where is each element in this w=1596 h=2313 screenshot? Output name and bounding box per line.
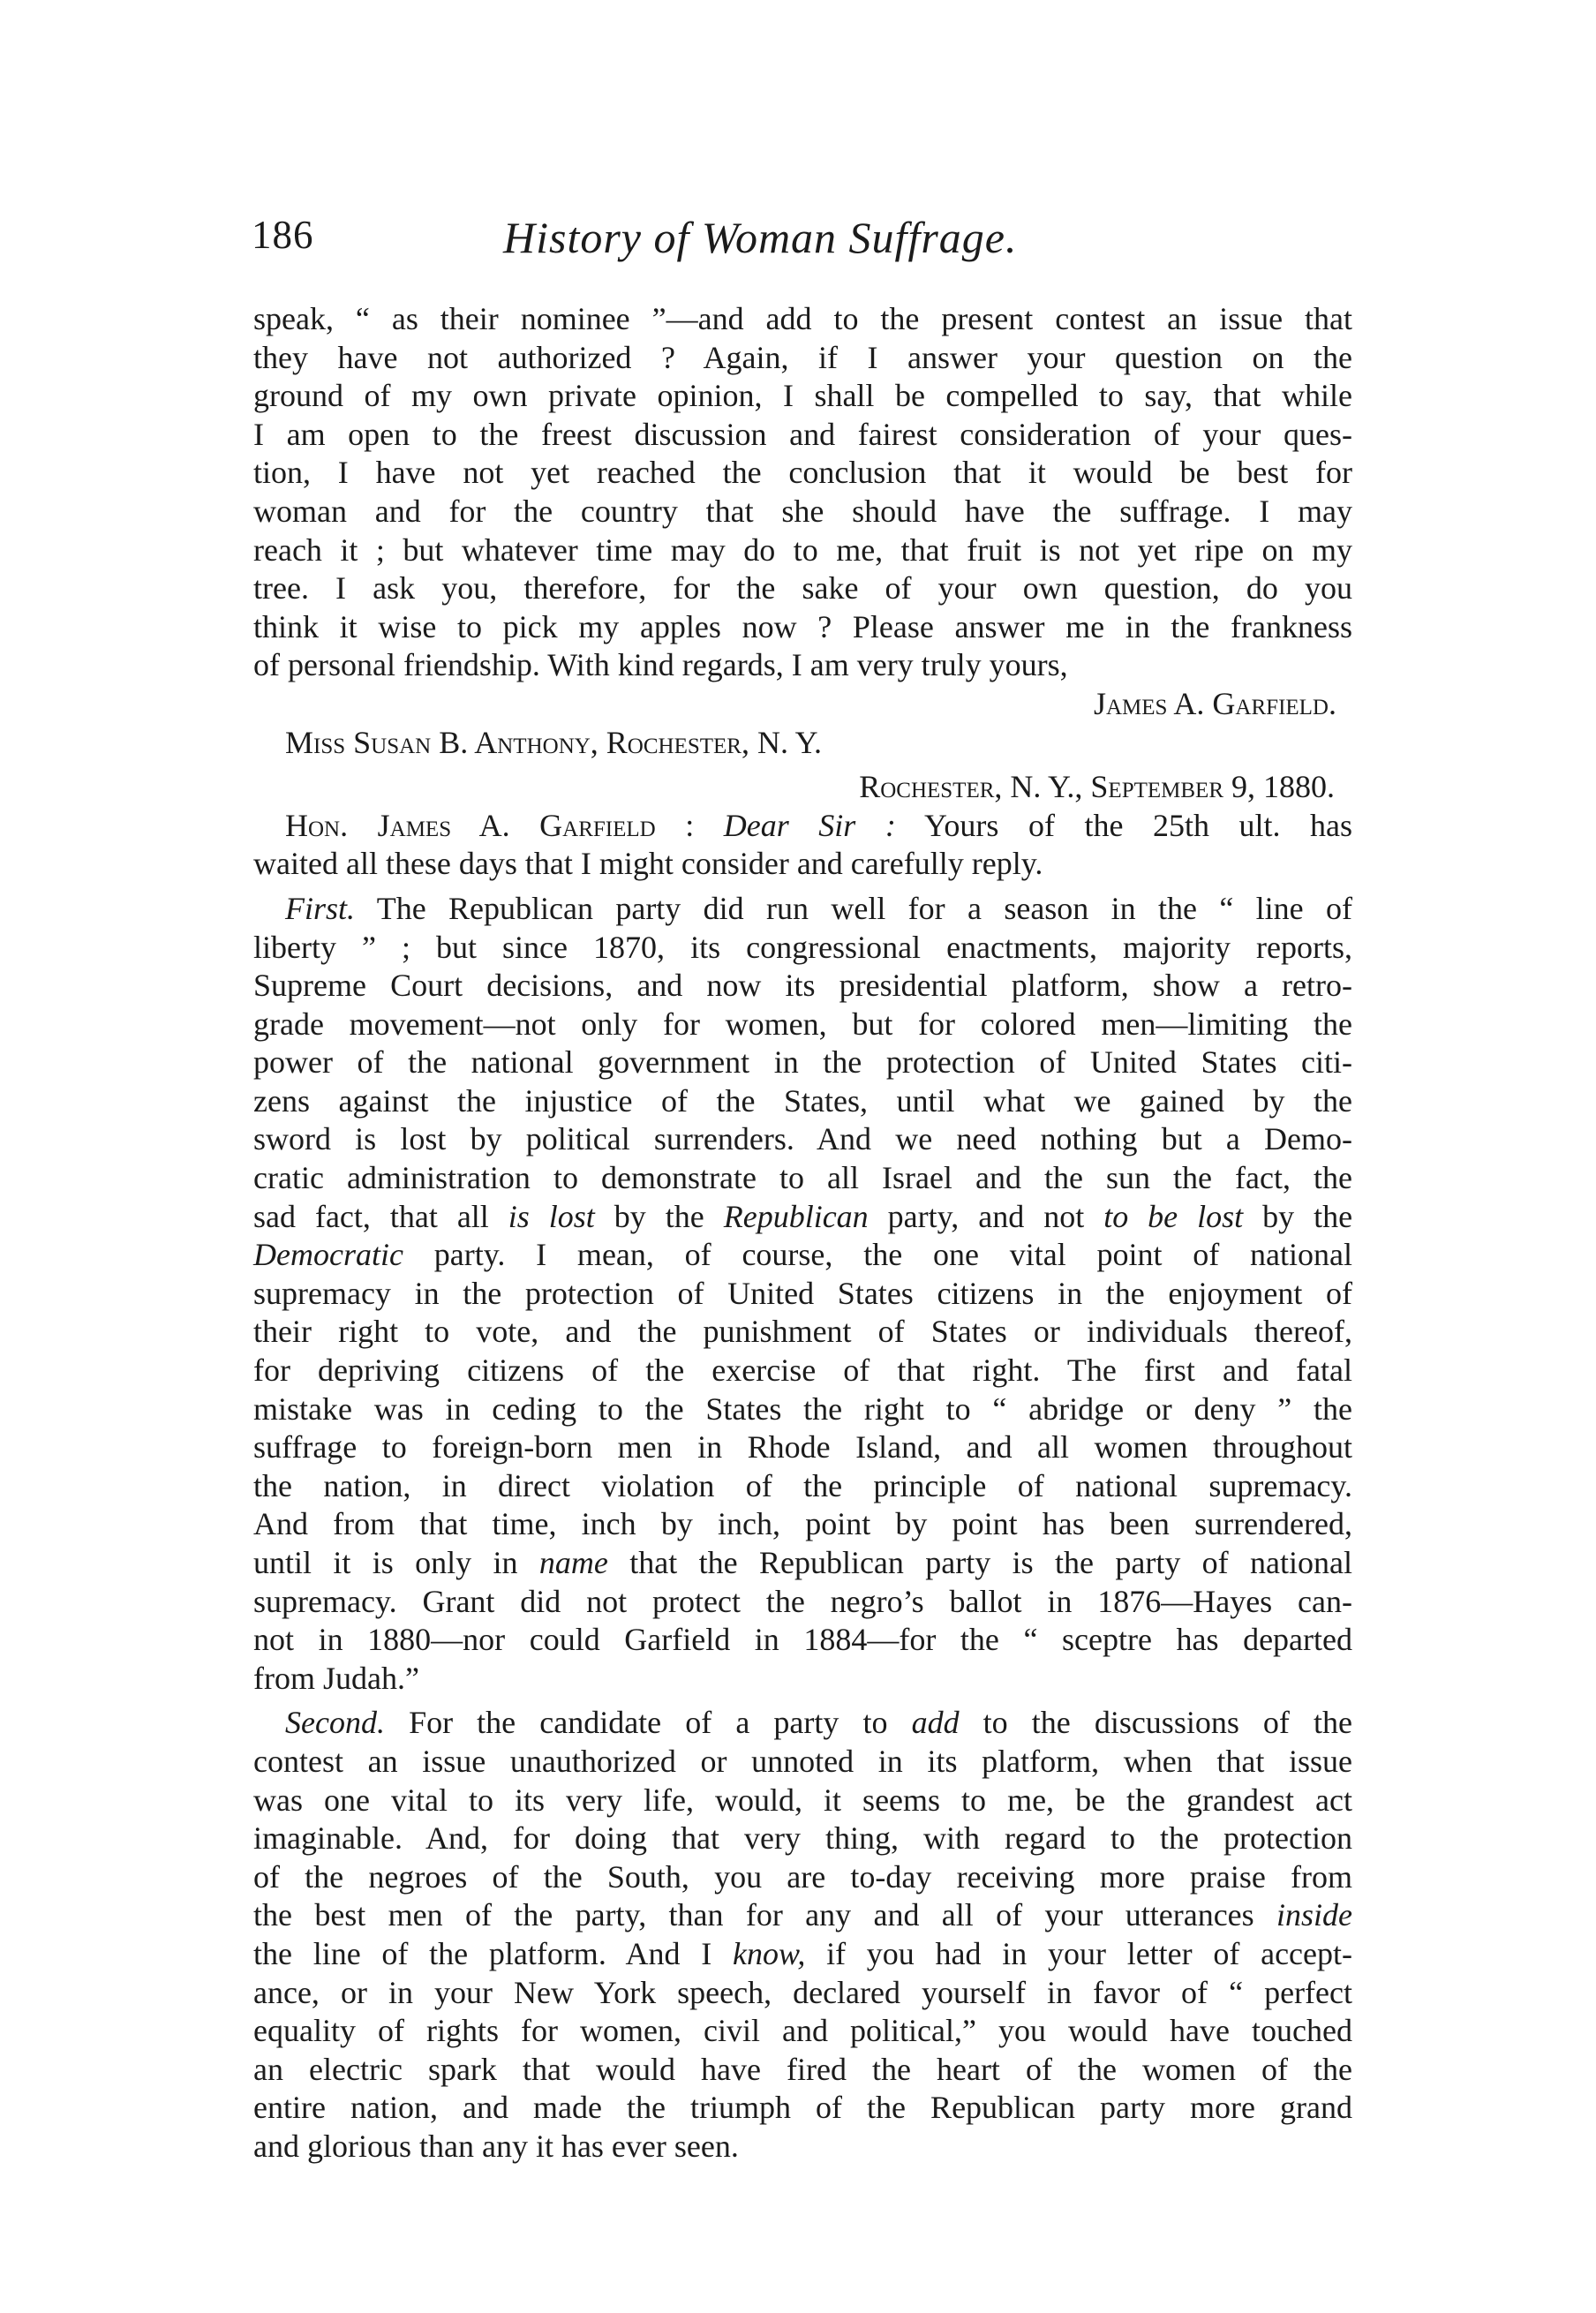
text-line: Supreme Court decisions, and now its presidential platform, show a retro-: [253, 968, 1352, 1004]
text-line: was one vital to its very life, would, it seems to me, be the grandest act: [253, 1782, 1352, 1818]
text-line: ground of my own private opinion, I shall be compelled to say, that while: [253, 378, 1352, 414]
text-line: power of the national government in the protection of United States citi-: [253, 1044, 1352, 1081]
signature-garfield: James A. Garfield.: [1093, 685, 1336, 721]
italic-fragment: Republican: [723, 1198, 869, 1234]
text-line: liberty ” ; but since 1870, its congressional enactments, majority reports,: [253, 929, 1352, 965]
text-line: imaginable. And, for doing that very thing, with regard to the protection: [253, 1820, 1352, 1857]
second-paragraph-opening: [253, 1704, 1352, 1743]
text-line: think it wise to pick my apples now ? Please answer me in the frankness: [253, 608, 1352, 644]
italic-fragment: to be lost: [1103, 1198, 1244, 1234]
text-fragment: sad fact, that all: [253, 1198, 489, 1234]
text-fragment: the best men of the party, than for any and all of your utterances: [253, 1897, 1254, 1933]
text-line: reach it ; but whatever time may do to me, that fruit is not yet ripe on my: [253, 531, 1352, 568]
spacer: [253, 762, 1352, 768]
text-line: an electric spark that would have fired the heart of the women of the: [253, 2051, 1352, 2087]
text-line: of the negroes of the South, you are to-day receiving more praise from: [253, 1858, 1352, 1895]
text-line-mixed: [253, 1896, 1352, 1935]
text-line: equality of rights for women, civil and political,” you would have touched: [253, 2013, 1352, 2049]
text-line: their right to vote, and the punishment of States or individuals thereof,: [253, 1314, 1352, 1350]
text-fragment: the line of the platform. And I: [253, 1935, 712, 1971]
text-line: zens against the injustice of the States, until what we gained by the: [253, 1082, 1352, 1119]
text-line: for depriving citizens of the exercise of that right. The first and fatal: [253, 1352, 1352, 1389]
italic-fragment: name: [538, 1545, 608, 1580]
first-opening-text: The Republican party did run well for a season in the “ line of: [376, 890, 1352, 926]
running-title: History of Woman Suffrage.: [503, 213, 1018, 262]
salutation-dear-sir: Dear Sir :: [723, 807, 896, 843]
italic-fragment: is lost: [508, 1198, 595, 1234]
body-text: [253, 300, 1352, 2166]
text-line: the nation, in direct violation of the principle of national supremacy.: [253, 1467, 1352, 1503]
italic-fragment: inside: [1276, 1897, 1353, 1933]
second-label: Second.: [285, 1705, 385, 1741]
text-line: they have not authorized ? Again, if I answer your question on the: [253, 339, 1352, 375]
text-line: I am open to the freest discussion and fairest consideration of your ques-: [253, 416, 1352, 452]
spacer: [253, 1698, 1352, 1704]
salutation-line: [253, 807, 1352, 846]
text-line: contest an issue unauthorized or unnoted in its platform, when that issue: [253, 1743, 1352, 1779]
salutation-name: Hon. James A. Garfield :: [285, 807, 695, 843]
italic-fragment: add: [911, 1705, 960, 1741]
text-fragment: if you had in your letter of accept-: [826, 1935, 1352, 1971]
salutation-rest: Yours of the 25th ult. has: [924, 807, 1353, 843]
text-line: supremacy. Grant did not protect the negro’s ballot in 1876—Hayes can-: [253, 1583, 1352, 1619]
text-line: supremacy in the protection of United States citizens in the enjoyment of: [253, 1275, 1352, 1311]
first-label: First.: [285, 890, 356, 926]
text-fragment: to the discussions of the: [982, 1705, 1352, 1741]
text-fragment: that the Republican party is the party of national: [629, 1545, 1353, 1580]
italic-fragment: know,: [733, 1935, 806, 1971]
text-line-mixed: [253, 1544, 1352, 1583]
text-fragment: party, and not: [887, 1198, 1085, 1234]
text-line: speak, “ as their nominee ”—and add to the present contest an issue that: [253, 301, 1352, 336]
text-fragment: until it is only in: [253, 1545, 518, 1580]
text-line: woman and for the country that she should have the suffrage. I may: [253, 493, 1352, 529]
text-fragment: by the: [1262, 1198, 1353, 1234]
text-line-mixed: [253, 1935, 1352, 1974]
text-line: ance, or in your New York speech, declared yourself in favor of “ perfect: [253, 1974, 1352, 2010]
text-fragment: party. I mean, of course, the one vital point of national: [433, 1237, 1353, 1273]
spacer: [253, 884, 1352, 890]
text-line-mixed: [253, 1198, 1352, 1237]
text-line: grade movement—not only for women, but for colored men—limiting the: [253, 1006, 1352, 1042]
text-line: tion, I have not yet reached the conclusion that it would be best for: [253, 455, 1352, 491]
addressee-line: [253, 724, 1352, 763]
text-line: entire nation, and made the triumph of the Republican party more grand: [253, 2090, 1352, 2126]
page-header: [252, 212, 1351, 283]
text-line: waited all these days that I might consider and carefully reply.: [253, 846, 1043, 882]
text-line: tree. I ask you, therefore, for the sake of your own question, do you: [253, 570, 1352, 607]
dateline: Rochester, N. Y., September 9, 1880.: [859, 769, 1335, 805]
text-fragment: For the candidate of a party to: [409, 1705, 888, 1741]
text-line: and glorious than any it has ever seen.: [253, 2128, 739, 2164]
addressee-text: Miss Susan B. Anthony, Rochester, N. Y.: [285, 724, 823, 760]
text-line: suffrage to foreign-born men in Rhode Island, and all women throughout: [253, 1429, 1352, 1465]
italic-fragment: Democratic: [253, 1237, 403, 1273]
text-line: from Judah.”: [253, 1660, 419, 1696]
text-line: mistake was in ceding to the States the right to “ abridge or deny ” the: [253, 1390, 1352, 1427]
first-paragraph-opening: [253, 890, 1352, 929]
text-line: sword is lost by political surrenders. And we need nothing but a Demo-: [253, 1121, 1352, 1157]
text-line: of personal friendship. With kind regards, I am very truly yours,: [253, 647, 1068, 683]
text-fragment: by the: [614, 1198, 704, 1234]
text-line: And from that time, inch by inch, point by point has been surrendered,: [253, 1506, 1352, 1542]
text-line-mixed: [253, 1236, 1352, 1275]
text-line: cratic administration to demonstrate to all Israel and the sun the fact, the: [253, 1160, 1352, 1196]
text-line: not in 1880—nor could Garfield in 1884—for the “ sceptre has departed: [253, 1622, 1352, 1658]
page-number: 186: [252, 213, 314, 257]
